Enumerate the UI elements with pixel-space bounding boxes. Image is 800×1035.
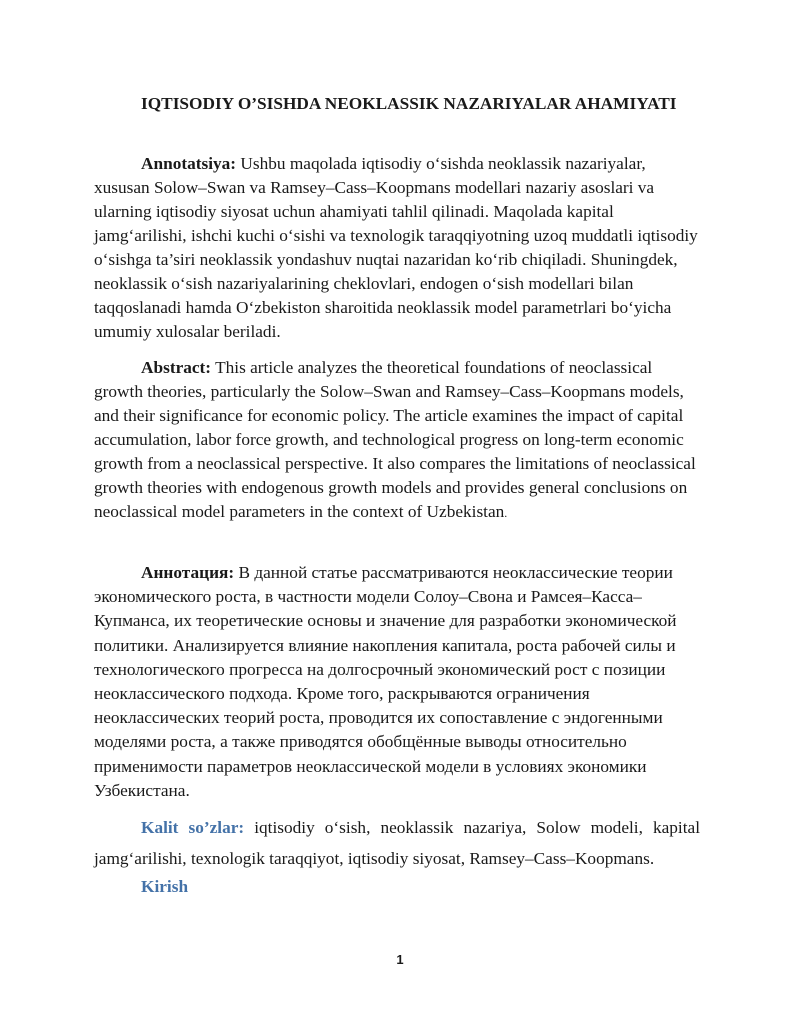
annotation-label: Annotatsiya:	[141, 154, 237, 173]
page-number: 1	[396, 952, 404, 967]
annotation-paragraph	[94, 152, 700, 344]
russian-annotation-paragraph	[94, 561, 700, 803]
abstract-label: Abstract:	[141, 358, 212, 377]
article-title: IQTISODIY O’SISHDA NEOKLASSIK NAZARIYALAR AHAMIYATI	[141, 94, 677, 113]
section-heading-introduction: Kirish	[141, 877, 189, 896]
russian-annotation-text: В данной статье рассматриваются неоклассические теории экономического роста, в частности модели Солоу–Свона и Рамсея–Касса–Купманса, их теоретические основы и значение для разработки экономической политики. Анализируется влияние накопления капитала, роста рабочей силы и технологического прогресса на долгосрочный экономический рост с позиции неоклассического подхода. Кроме того, раскрываются ограничения неоклассических теорий роста, проводится их сопоставление с эндогенными моделями роста, а также приводятся обобщённые выводы относительно применимости параметров неоклассической модели в условиях экономики Узбекистана.	[94, 563, 677, 800]
keywords-text: iqtisodiy o‘sish, neoklassik nazariya, Solow modeli, kapital jamg‘arilishi, texnologik taraqqiyot, iqtisodiy siyosat, Ramsey–Cass–Koopmans.	[94, 818, 701, 868]
abstract-end-period: .	[504, 506, 508, 520]
keywords-label: Kalit so’zlar:	[141, 818, 245, 837]
russian-annotation-label: Аннотация:	[141, 563, 235, 582]
annotation-text: Ushbu maqolada iqtisodiy o‘sishda neoklassik nazariyalar, xususan Solow–Swan va Ramsey–Cass–Koopmans modellari nazariy asoslari va ularning iqtisodiy siyosat uchun ahamiyati tahlil qilinadi. Maqolada kapital jamg‘arilishi, ishchi kuchi o‘sishi va texnologik taraqqiyotning uzoq muddatli iqtisodiy o‘sishga ta’siri neoklassik yondashuv nuqtai nazaridan ko‘rib chiqiladi. Shuningdek, neoklassik o‘sish nazariyalarining cheklovlari, endogen o‘sish modellari bilan taqqoslanadi hamda O‘zbekiston sharoitida neoklassik model parametrlari bo‘yicha umumiy xulosalar beriladi.	[94, 154, 698, 341]
keywords-paragraph	[94, 812, 700, 874]
abstract-text: This article analyzes the theoretical foundations of neoclassical growth theories, particularly the Solow–Swan and Ramsey–Cass–Koopmans models, and their significance for economic policy. The article examines the impact of capital accumulation, labor force growth, and technological progress on long-term economic growth from a neoclassical perspective. It also compares the limitations of neoclassical growth theories with endogenous growth models and provides general conclusions on neoclassical model parameters in the context of Uzbekistan	[94, 358, 696, 521]
abstract-paragraph	[94, 356, 700, 525]
